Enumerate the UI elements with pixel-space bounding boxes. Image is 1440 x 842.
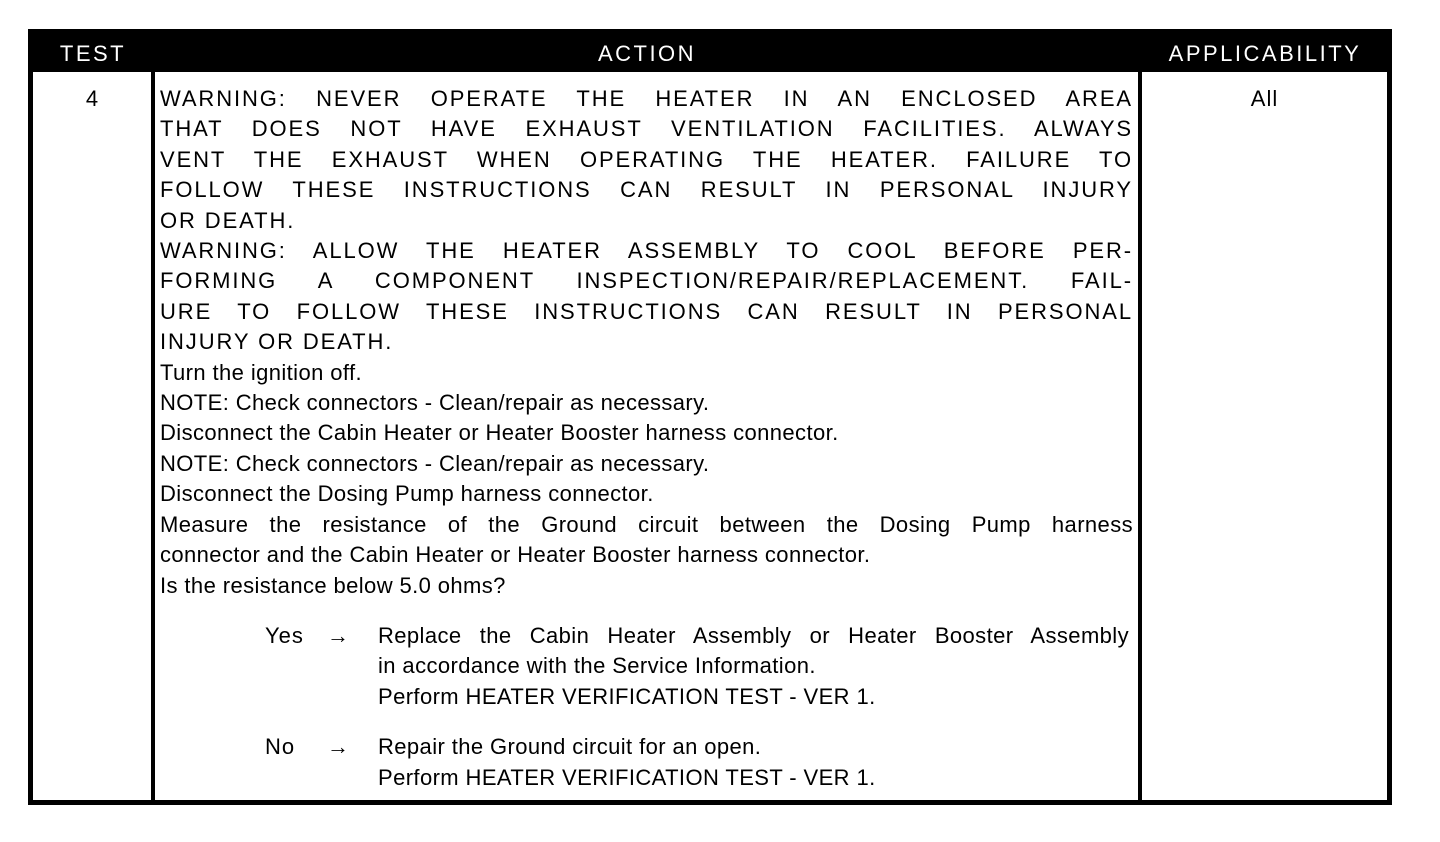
branch-yes-label: Yes — [265, 622, 304, 648]
warning-2-line: INJURY OR DEATH. — [160, 329, 394, 355]
warning-1-line: VENT THE EXHAUST WHEN OPERATING THE HEATER. FAILURE TO — [160, 146, 1133, 172]
diagnostic-test-table — [28, 29, 1392, 805]
branch-no-line: Perform HEATER VERIFICATION TEST - VER 1. — [378, 764, 876, 790]
warning-1-line: FOLLOW THESE INSTRUCTIONS CAN RESULT IN PERSONAL INJURY — [160, 177, 1133, 203]
instruction-line: Measure the resistance of the Ground circuit between the Dosing Pump harness — [160, 511, 1133, 537]
column-divider-test-action — [151, 72, 155, 800]
warning-1-line: OR DEATH. — [160, 207, 296, 233]
arrow-right-icon: → — [327, 622, 349, 648]
warning-2-line: FORMING A COMPONENT INSPECTION/REPAIR/REPLACEMENT. FAIL- — [160, 268, 1133, 294]
header-test: TEST — [59, 41, 127, 66]
branch-no-line: Repair the Ground circuit for an open. — [378, 734, 762, 760]
header-action: ACTION — [597, 41, 697, 66]
column-divider-action-applicability — [1138, 72, 1142, 800]
warning-2-line: URE TO FOLLOW THESE INSTRUCTIONS CAN RESULT IN PERSONAL — [160, 298, 1133, 324]
action-cell — [160, 84, 1133, 793]
table-header-row — [33, 34, 1387, 72]
warning-1-line: THAT DOES NOT HAVE EXHAUST VENTILATION FACILITIES. ALWAYS — [160, 116, 1133, 142]
note-line: NOTE: Check connectors - Clean/repair as necessary. — [160, 390, 710, 416]
branch-yes — [265, 621, 1129, 712]
question-line: Is the resistance below 5.0 ohms? — [160, 572, 506, 598]
instruction-line: connector and the Cabin Heater or Heater Booster harness connector. — [160, 542, 871, 568]
branch-yes-line: Replace the Cabin Heater Assembly or Heater Booster Assembly — [378, 622, 1129, 648]
test-number-cell: 4 — [85, 86, 99, 111]
warning-2-line: WARNING: ALLOW THE HEATER ASSEMBLY TO COOL BEFORE PER- — [160, 238, 1133, 264]
branch-yes-line: Perform HEATER VERIFICATION TEST - VER 1. — [378, 683, 876, 709]
branch-yes-body — [378, 621, 1129, 712]
instruction-line: Disconnect the Dosing Pump harness connector. — [160, 481, 654, 507]
branch-no-label: No — [265, 734, 296, 760]
arrow-right-icon: → — [327, 734, 349, 760]
branch-no — [265, 732, 1129, 793]
warning-1-line: WARNING: NEVER OPERATE THE HEATER IN AN ENCLOSED AREA — [160, 86, 1133, 111]
note-line: NOTE: Check connectors - Clean/repair as necessary. — [160, 450, 710, 476]
branch-no-body — [378, 732, 1129, 793]
applicability-cell: All — [1250, 86, 1279, 111]
instruction-line: Turn the ignition off. — [160, 359, 363, 385]
branch-yes-line: in accordance with the Service Information. — [378, 653, 816, 679]
instruction-line: Disconnect the Cabin Heater or Heater Booster harness connector. — [160, 420, 839, 446]
header-applicability: APPLICABILITY — [1168, 41, 1362, 66]
